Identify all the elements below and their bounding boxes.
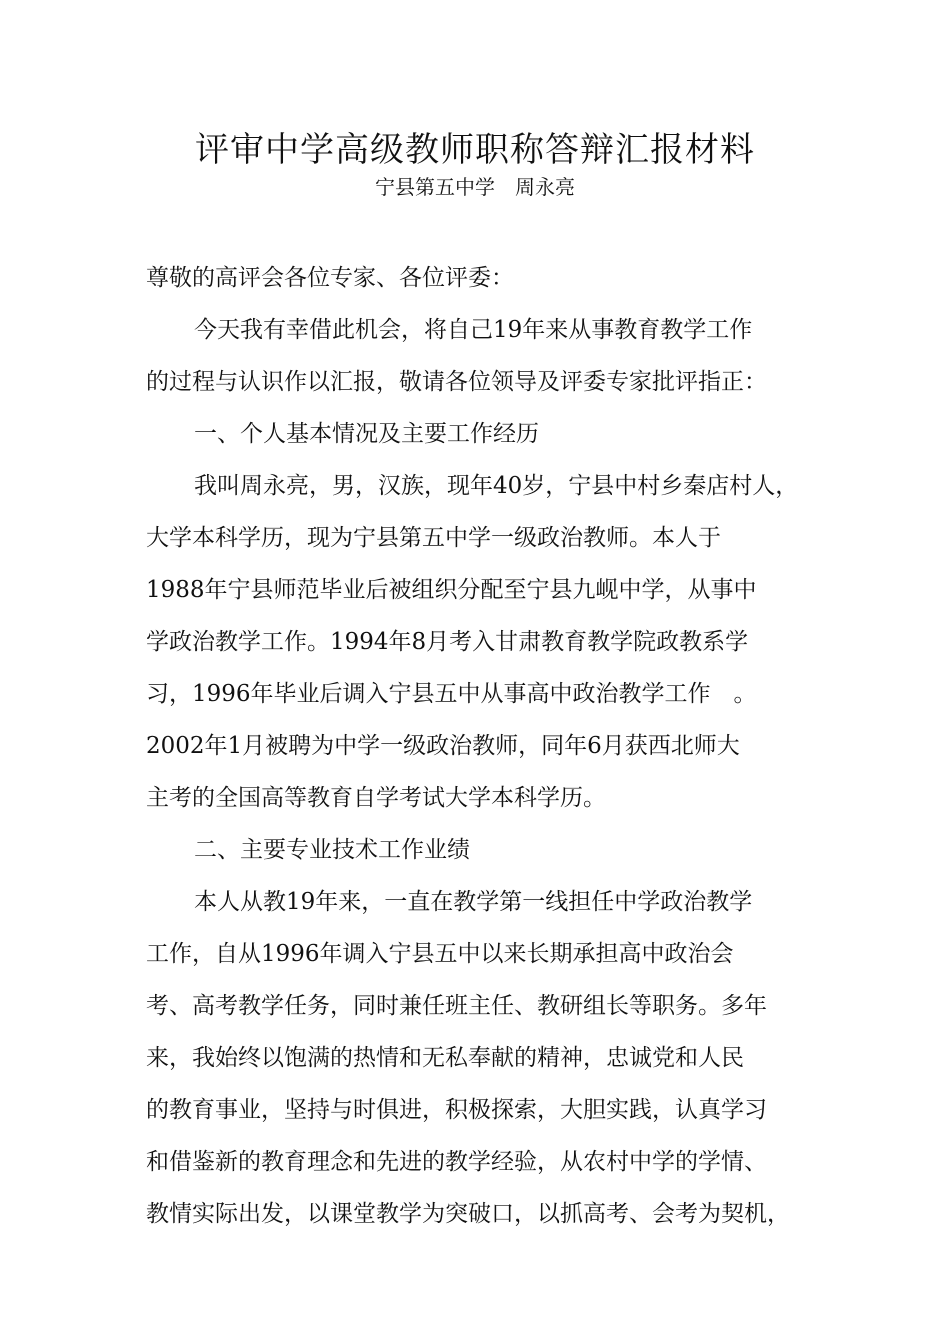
body-line: 考、高考教学任务，同时兼任班主任、教研组长等职务。多年 <box>146 993 767 1019</box>
body-line: 教情实际出发，以课堂教学为突破口，以抓高考、会考为契机， <box>146 1201 790 1227</box>
body-line: 的过程与认识作以汇报，敬请各位领导及评委专家批评指正： <box>146 369 767 395</box>
document-title: 评审中学高级教师职称答辩汇报材料 <box>195 130 755 170</box>
body-line: 我叫周永亮，男，汉族，现年40岁，宁县中村乡秦店村人， <box>194 473 799 499</box>
body-line: 的教育事业，坚持与时俱进，积极探索，大胆实践，认真学习 <box>146 1097 767 1123</box>
body-line: 一、个人基本情况及主要工作经历 <box>194 421 539 447</box>
body-line: 习，1996年毕业后调入宁县五中从事高中政治教学工作 。 <box>146 681 757 707</box>
body-line: 大学本科学历，现为宁县第五中学一级政治教师。本人于 <box>146 525 721 551</box>
body-line: 2002年1月被聘为中学一级政治教师，同年6月获西北师大 <box>146 733 740 759</box>
body-line: 尊敬的高评会各位专家、各位评委： <box>146 265 514 291</box>
body-line: 主考的全国高等教育自学考试大学本科学历。 <box>146 785 606 811</box>
body-line: 工作，自从1996年调入宁县五中以来长期承担高中政治会 <box>146 941 734 967</box>
body-line: 学政治教学工作。1994年8月考入甘肃教育教学院政教系学 <box>146 629 749 655</box>
body-line: 二、主要专业技术工作业绩 <box>194 837 470 863</box>
body-line: 今天我有幸借此机会，将自己19年来从事教育教学工作 <box>194 317 753 343</box>
body-line: 本人从教19年来，一直在教学第一线担任中学政治教学 <box>194 889 753 915</box>
body-line: 和借鉴新的教育理念和先进的教学经验，从农村中学的学情、 <box>146 1149 767 1175</box>
document-subtitle: 宁县第五中学 周永亮 <box>375 175 575 199</box>
body-line: 1988年宁县师范毕业后被组织分配至宁县九岘中学，从事中 <box>146 577 757 603</box>
document-body <box>146 252 826 1240</box>
body-line: 来，我始终以饱满的热情和无私奉献的精神，忠诚党和人民 <box>146 1045 744 1071</box>
